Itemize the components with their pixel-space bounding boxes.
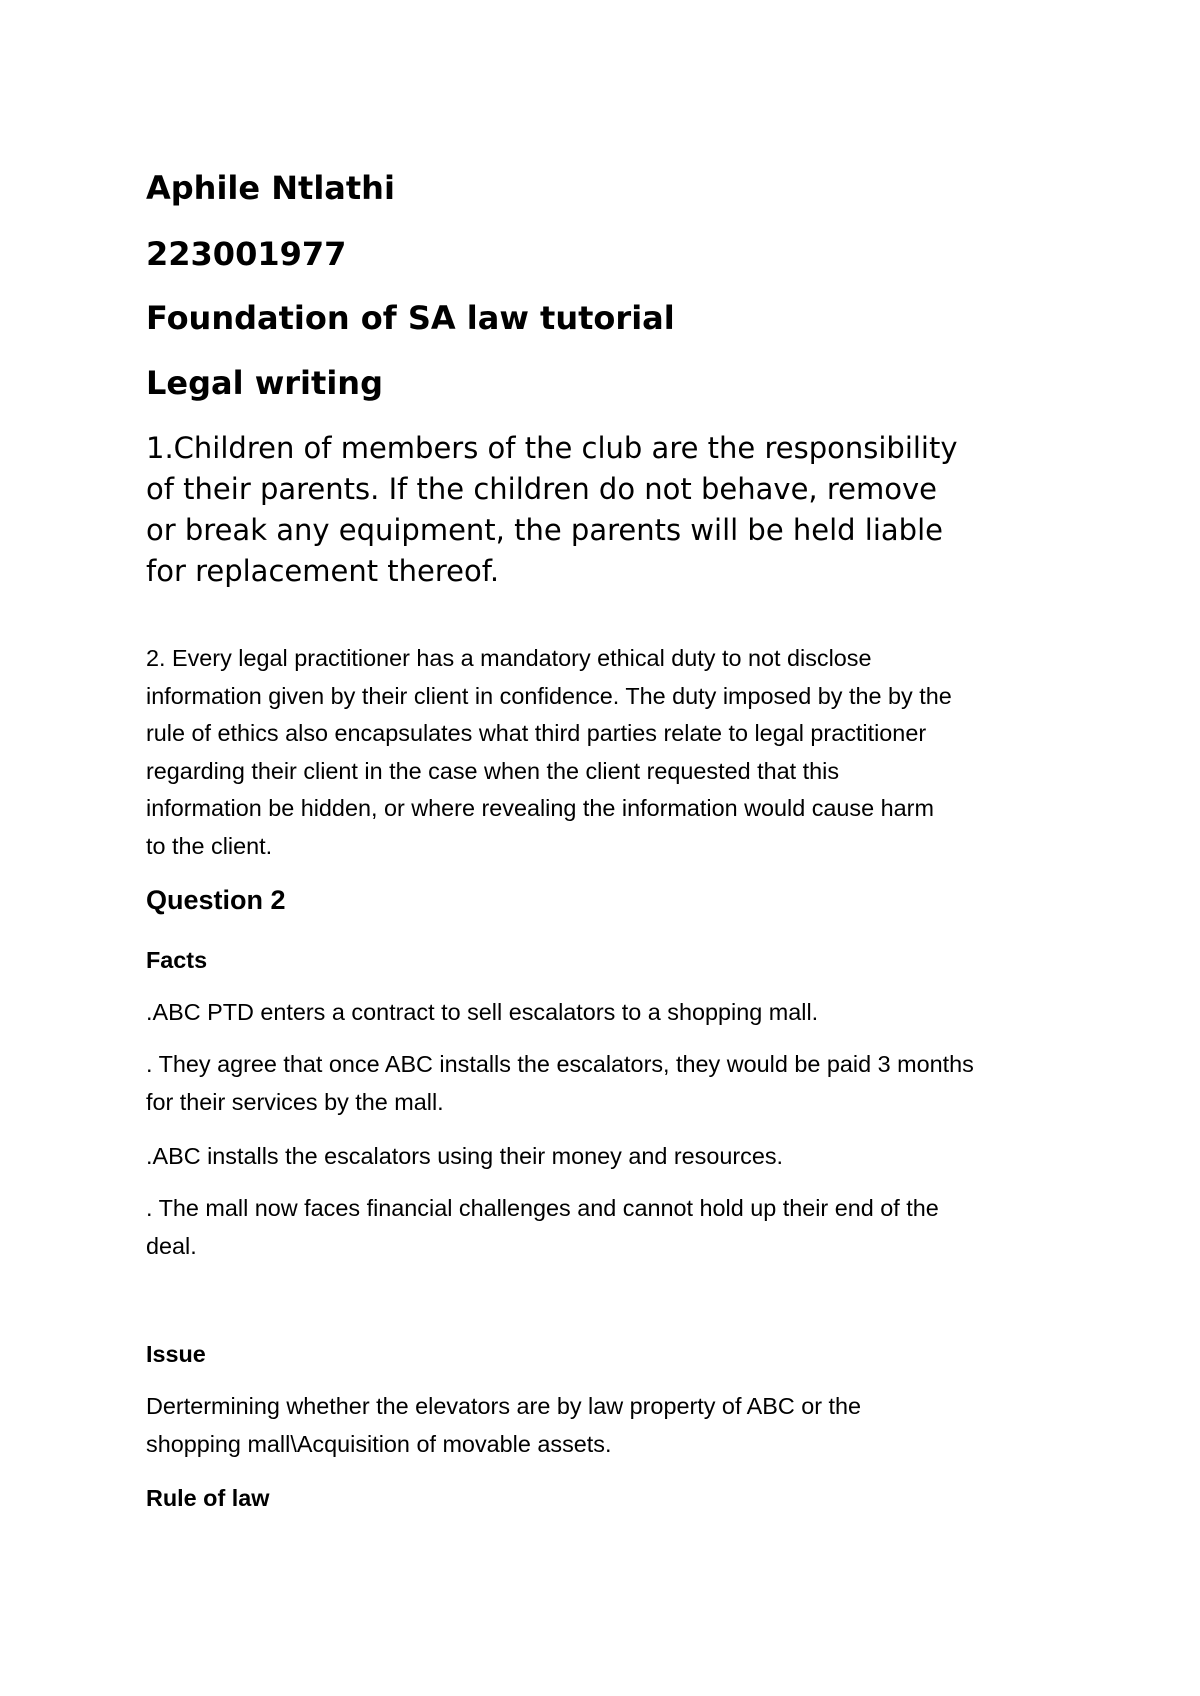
- rule-of-law-heading: Rule of law: [146, 1485, 270, 1511]
- answer-1-line: for replacement thereof.: [146, 554, 500, 588]
- fact-line: deal.: [146, 1232, 197, 1259]
- fact-item: [146, 1046, 1086, 1121]
- issue-line: Dertermining whether the elevators are by law property of ABC or the: [146, 1393, 862, 1419]
- fact-line: . The mall now faces financial challenges and cannot hold up their end of the: [146, 1195, 939, 1221]
- author-name: Aphile Ntlathi: [146, 169, 395, 207]
- issue-heading: Issue: [146, 1341, 206, 1367]
- answer-2-line: information be hidden, or where revealing the information would cause harm: [146, 795, 934, 821]
- fact-line: .ABC PTD enters a contract to sell escalators to a shopping mall.: [146, 999, 819, 1025]
- course-title: Foundation of SA law tutorial: [146, 299, 675, 337]
- answer-1-paragraph: [146, 428, 1086, 592]
- answer-2-line: 2. Every legal practitioner has a mandatory ethical duty to not disclose: [146, 645, 872, 671]
- fact-line: .ABC installs the escalators using their money and resources.: [146, 1143, 784, 1169]
- answer-2-line: regarding their client in the case when the client requested that this: [146, 757, 840, 784]
- fact-item: [146, 1190, 1086, 1265]
- answer-2-line: rule of ethics also encapsulates what third parties relate to legal practitioner: [146, 720, 927, 746]
- answer-1-line: 1.Children of members of the club are the responsibility: [146, 431, 958, 465]
- answer-1-line: of their parents. If the children do not behave, remove: [146, 472, 937, 506]
- answer-1-line: or break any equipment, the parents will be held liable: [146, 513, 943, 547]
- answer-2-line: information given by their client in confidence. The duty imposed by the by the: [146, 682, 952, 709]
- fact-line: for their services by the mall.: [146, 1088, 444, 1115]
- question-2-heading: Question 2: [146, 885, 286, 915]
- fact-item: [146, 994, 1086, 1032]
- fact-item: [146, 1138, 1086, 1176]
- topic-title: Legal writing: [146, 364, 383, 402]
- facts-heading: Facts: [146, 947, 208, 973]
- student-number: 223001977: [146, 235, 347, 273]
- issue-line: shopping mall\Acquisition of movable assets.: [146, 1430, 612, 1457]
- answer-2-line: to the client.: [146, 832, 273, 859]
- answer-2-paragraph: [146, 640, 1086, 865]
- fact-line: . They agree that once ABC installs the escalators, they would be paid 3 months: [146, 1051, 974, 1077]
- issue-paragraph: [146, 1388, 1086, 1463]
